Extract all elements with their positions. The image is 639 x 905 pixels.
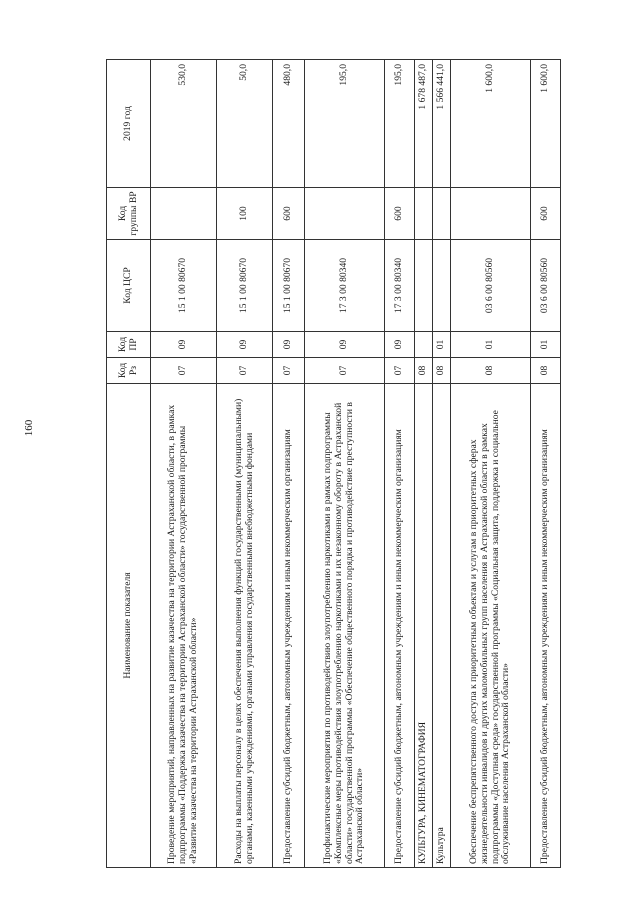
cell-pr [415,332,433,358]
cell-rz: 08 [415,358,433,384]
cell-amount: 195,0 [385,60,415,188]
cell-pr: 09 [385,332,415,358]
cell-pr: 09 [217,332,273,358]
cell-csr: 15 1 00 80670 [273,240,305,332]
table-row [451,60,531,868]
cell-csr: 03 6 00 80560 [451,240,531,332]
cell-vr: 600 [531,188,561,240]
cell-amount: 1 600,0 [531,60,561,188]
cell-vr [451,188,531,240]
cell-rz: 08 [531,358,561,384]
cell-amount: 195,0 [305,60,385,188]
table-row [385,60,415,868]
header-year: 2019 год [107,60,151,188]
header-pr: Код ПР [107,332,151,358]
cell-pr: 09 [151,332,217,358]
budget-table [106,59,561,868]
cell-csr: 15 1 00 80670 [217,240,273,332]
header-vr: Код группы ВР [107,188,151,240]
cell-vr [415,188,433,240]
cell-rz: 07 [217,358,273,384]
table-row [217,60,273,868]
header-rz: Код Рз [107,358,151,384]
cell-csr: 17 3 00 80340 [305,240,385,332]
cell-name: Предоставление субсидий бюджетным, автономным учреждениям и иным некоммерческим организациям [385,384,415,868]
cell-rz: 07 [273,358,305,384]
cell-rz: 07 [151,358,217,384]
cell-amount: 480,0 [273,60,305,188]
cell-amount: 1 678 487,0 [415,60,433,188]
table-row [433,60,451,868]
table-row [415,60,433,868]
cell-amount: 1 600,0 [451,60,531,188]
cell-name: Культура [433,384,451,868]
cell-pr: 01 [451,332,531,358]
cell-name: Профилактические мероприятия по противодействию злоупотреблению наркотиками в рамках подпрограммы «Комплексные меры противодействия злоупотреблению наркотиками и их незаконному обороту в Астраханской области» государственной программы «Обеспечение общественного порядка и противодействие преступности в Астраханской области» [305,384,385,868]
table-row [273,60,305,868]
cell-pr: 09 [305,332,385,358]
cell-vr: 100 [217,188,273,240]
cell-pr: 09 [273,332,305,358]
cell-amount: 50,0 [217,60,273,188]
cell-pr: 01 [433,332,451,358]
header-name: Наименование показателя [107,384,151,868]
cell-rz: 07 [385,358,415,384]
page-number: 160 [23,419,35,437]
cell-csr: 03 6 00 80560 [531,240,561,332]
cell-name: Предоставление субсидий бюджетным, автономным учреждениям и иным некоммерческим организациям [273,384,305,868]
cell-csr: 17 3 00 80340 [385,240,415,332]
cell-amount: 530,0 [151,60,217,188]
cell-vr [305,188,385,240]
cell-vr [151,188,217,240]
cell-vr [433,188,451,240]
cell-pr: 01 [531,332,561,358]
cell-name: Проведение мероприятий, направленных на развитие казачества на территории Астраханской области, в рамках подпрограммы «Поддержка казачества на территории Астраханской области» государственной программы «Развитие казачества на территории Астраханской области» [151,384,217,868]
cell-vr: 600 [385,188,415,240]
rotated-page-content [106,60,551,868]
cell-name: Предоставление субсидий бюджетным, автономным учреждениям и иным некоммерческим организациям [531,384,561,868]
cell-csr: 15 1 00 80670 [151,240,217,332]
cell-vr: 600 [273,188,305,240]
cell-rz: 08 [433,358,451,384]
cell-csr [433,240,451,332]
cell-amount: 1 566 441,0 [433,60,451,188]
table-row [305,60,385,868]
cell-name: Расходы на выплаты персоналу в целях обеспечения выполнения функций государственными (муниципальными) органами, казенными учреждениями, органами управления государственными внебюджетными фондами [217,384,273,868]
table-row [531,60,561,868]
cell-name: КУЛЬТУРА, КИНЕМАТОГРАФИЯ [415,384,433,868]
table-row [151,60,217,868]
cell-rz: 07 [305,358,385,384]
cell-name: Обеспечение беспрепятственного доступа к приоритетным объектам и услугам в приоритетных сферах жизнедеятельности инвалидов и других маломобильных групп населения в Астраханской области в рамках подпрограммы «Доступная среда» государственной программы «Социальная защита, поддержка и социальное обслуживание населения Астраханской области» [451,384,531,868]
cell-rz: 08 [451,358,531,384]
cell-csr [415,240,433,332]
header-csr: Код ЦСР [107,240,151,332]
table-header-row [107,60,151,868]
